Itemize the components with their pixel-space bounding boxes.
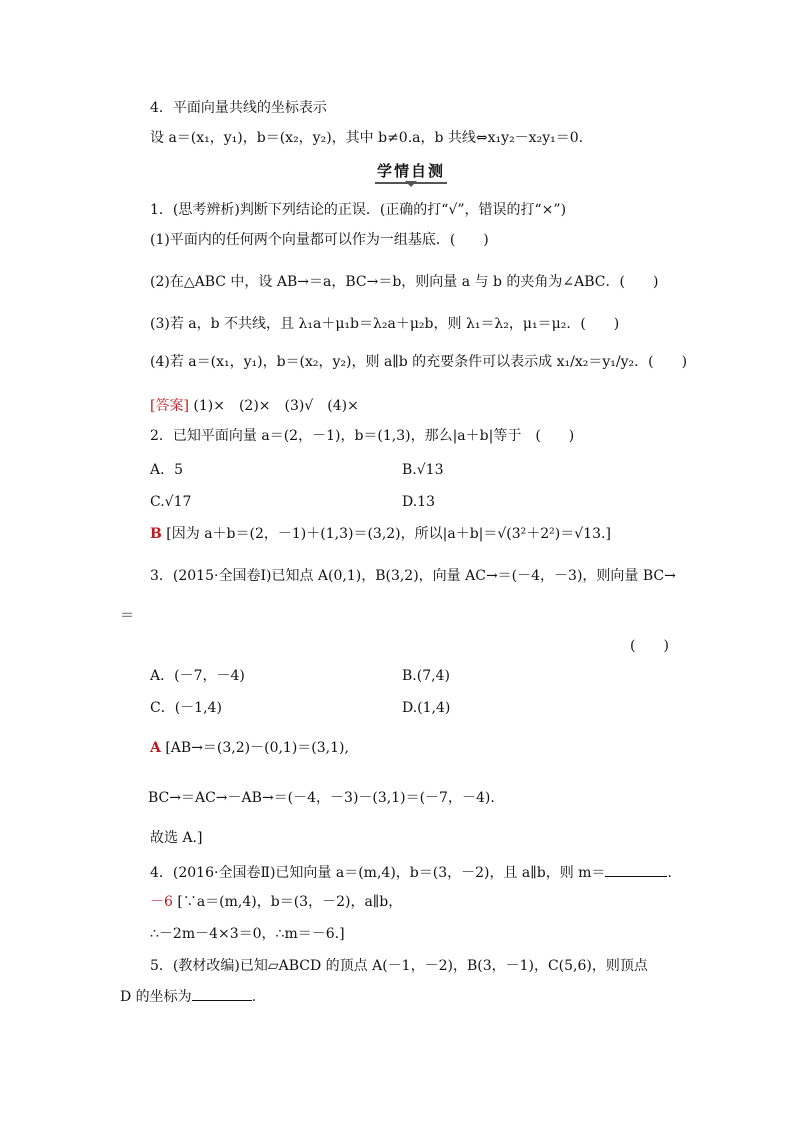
q4-stem (150, 862, 672, 883)
q5-stem-2 (120, 986, 256, 1007)
q1-answer-text: (1)× (2)× (3)√ (4)× (193, 398, 359, 414)
collinear-condition: 设 a＝(x₁，y₁)，b＝(x₂，y₂)，其中 b≠0.a，b 共线⇔x₁y₂－x₂y₁＝0. (150, 130, 584, 146)
q1-item-4: (4)若 a＝(x₁，y₁)，b＝(x₂，y₂)，则 a∥b 的充要条件可以表示成 x₁/x₂＝y₁/y₂．( ) (150, 354, 688, 370)
q1-item-3: (3)若 a，b 不共线，且 λ₁a＋μ₁b＝λ₂a＋μ₂b，则 λ₁＝λ₂，μ₁＝μ₂．( ) (150, 316, 620, 332)
answer-tag: [答案] (150, 398, 189, 414)
banner-caret-icon (405, 181, 417, 187)
q3-option-b: B.(7,4) (402, 668, 450, 684)
q2-option-a: A．5 (150, 462, 184, 478)
q5-answer-blank (192, 986, 252, 1001)
self-test-banner: 学情自测 (375, 160, 447, 184)
q2-answer-letter: B (150, 526, 162, 542)
q4-solution-1 (150, 892, 402, 912)
q3-option-a: A．(－7，－4) (150, 668, 245, 684)
q1-answer (150, 396, 359, 416)
q3-stem: 3．(2015·全国卷Ⅰ)已知点 A(0,1)，B(3,2)，向量 AC→＝(－4，－3)，则向量 BC→ (150, 568, 676, 584)
q3-paren: ( ) (630, 638, 669, 654)
q4-period: . (667, 865, 672, 881)
q2-option-d: D.13 (402, 494, 435, 510)
q1-item-1: (1)平面内的任何两个向量都可以作为一组基底．( ) (150, 232, 489, 248)
q1-item-2: (2)在△ABC 中，设 AB→＝a，BC→＝b，则向量 a 与 b 的夹角为∠ABC．( ) (150, 274, 659, 290)
section-heading: 4．平面向量共线的坐标表示 (150, 100, 327, 116)
q5-stem-2-text: D 的坐标为 (120, 989, 192, 1005)
q4-stem-text: 4．(2016·全国卷Ⅱ)已知向量 a＝(m,4)，b＝(3，－2)，且 a∥b，则 m＝ (150, 865, 606, 881)
q5-stem: 5．(教材改编)已知▱ABCD 的顶点 A(－1，－2)，B(3，－1)，C(5,6)，则顶点 (150, 958, 648, 974)
q3-option-c: C．(－1,4) (150, 700, 222, 716)
q3-equals: ＝ (120, 608, 134, 624)
q2-stem: 2．已知平面向量 a＝(2，－1)，b＝(1,3)，那么|a＋b|等于 ( ) (150, 428, 575, 444)
q4-explanation-2: ∴－2m－4×3＝0，∴m＝－6.] (150, 926, 345, 942)
q5-period: . (251, 989, 257, 1005)
q2-option-b: B.√13 (402, 462, 444, 478)
q3-explanation-2: BC→＝AC→－AB→＝(－4，－3)－(3,1)＝(－7，－4). (148, 790, 495, 806)
q4-answer-value: －6 (150, 894, 173, 910)
q2-solution (150, 524, 611, 544)
q1-stem: 1．(思考辨析)判断下列结论的正误．(正确的打“√”，错误的打“×”) (150, 202, 567, 218)
q3-explanation-1: [AB→＝(3,2)－(0,1)＝(3,1), (165, 740, 349, 756)
q3-solution-1 (150, 738, 349, 758)
q3-explanation-3: 故选 A.] (150, 830, 203, 846)
q2-option-c: C.√17 (150, 494, 192, 510)
q3-answer-letter: A (150, 740, 161, 756)
q4-explanation-1: [∵a＝(m,4)，b＝(3，－2)，a∥b， (177, 894, 403, 910)
q4-answer-blank (605, 862, 667, 877)
q2-explanation: [因为 a＋b＝(2，－1)＋(1,3)＝(3,2)，所以|a＋b|＝√(3²＋2²)＝√13.] (166, 526, 611, 542)
q3-option-d: D.(1,4) (402, 700, 451, 716)
